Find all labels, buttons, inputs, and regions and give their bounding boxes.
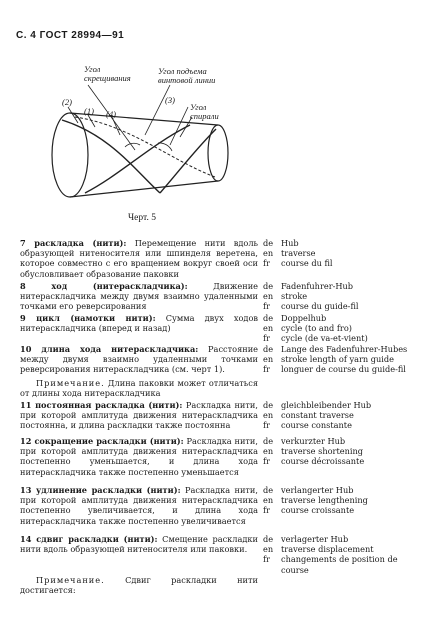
translation-line bbox=[263, 301, 413, 311]
translations-7 bbox=[263, 238, 413, 269]
term-number: 13 bbox=[20, 485, 36, 495]
label-num-2: (2) bbox=[62, 97, 72, 107]
translations-13 bbox=[263, 485, 413, 516]
language-code: de bbox=[263, 534, 274, 544]
translation-line bbox=[263, 281, 413, 291]
translation-text: stroke bbox=[281, 291, 308, 302]
yarn-path-1 bbox=[62, 120, 160, 193]
language-code: fr bbox=[263, 364, 270, 375]
translation-line bbox=[263, 505, 413, 515]
term-number: 8 bbox=[20, 281, 52, 291]
language-code: en bbox=[263, 495, 274, 506]
yarn-path-hidden bbox=[75, 117, 215, 177]
page-header: С. 4 ГОСТ 28994—91 bbox=[16, 30, 125, 41]
term-number: 12 bbox=[20, 436, 35, 446]
leader-helix bbox=[145, 85, 170, 135]
term-entry-10 bbox=[20, 344, 258, 375]
term-definition: Перемещение нити вдоль образующей нитеносителя или шпинделя веретена, которое совместно с его вращением вокруг своей оси обусловливает образование паковки bbox=[20, 238, 258, 279]
translation-text: traverse lengthening bbox=[281, 495, 368, 506]
translation-text: gleichbleibender Hub bbox=[281, 400, 372, 410]
language-code: en bbox=[263, 544, 274, 555]
term-number: 10 bbox=[20, 344, 42, 354]
translations-14 bbox=[263, 534, 413, 575]
term-entry-12 bbox=[20, 436, 258, 477]
translation-line bbox=[263, 436, 413, 446]
language-code: de bbox=[263, 281, 274, 291]
translation-text: changements de position de course bbox=[281, 554, 398, 575]
translation-text: constant traverse bbox=[281, 410, 354, 421]
leader-4 bbox=[112, 117, 120, 135]
yarn-path-3 bbox=[160, 129, 216, 193]
translation-line bbox=[263, 446, 413, 456]
term-name: удлинение раскладки (нити): bbox=[35, 485, 181, 495]
term-name: сдвиг раскладки (нити): bbox=[36, 534, 158, 544]
translation-text: verlangerter Hub bbox=[281, 485, 354, 495]
label-spiral-line1: Угол bbox=[190, 102, 207, 112]
label-num-3: (3) bbox=[165, 95, 175, 105]
term-definition: Движение нитераскладчика между двумя взаимно удаленными точками его реверсирования bbox=[20, 281, 258, 312]
translation-line bbox=[263, 354, 413, 364]
translation-line bbox=[263, 534, 413, 544]
translation-text: stroke length of yarn guide bbox=[281, 354, 394, 365]
term-number: 14 bbox=[20, 534, 37, 544]
term-entry-14 bbox=[20, 534, 258, 554]
language-code: fr bbox=[263, 505, 270, 516]
figure-caption: Черт. 5 bbox=[128, 213, 156, 223]
language-code: fr bbox=[263, 456, 270, 467]
language-code: en bbox=[263, 248, 274, 259]
label-crossing-angle-line2: скрещивания bbox=[84, 73, 131, 83]
translation-line bbox=[263, 495, 413, 505]
translation-text: Fadenfuhrer-Hub bbox=[281, 281, 354, 291]
language-code: de bbox=[263, 344, 274, 354]
translation-text: traverse displacement bbox=[281, 544, 374, 555]
language-code: en bbox=[263, 323, 274, 334]
term-entry-8 bbox=[20, 281, 258, 312]
note-text: Сдвиг раскладки нити достигается: bbox=[20, 575, 258, 596]
term-name: цикл (намотки нити): bbox=[36, 313, 156, 323]
translation-text: course du fil bbox=[281, 258, 333, 269]
term-entry-11 bbox=[20, 400, 258, 431]
term-definition: Раскладка нити, при которой амплитуда движения нитераскладчика постоянна, и длина раскладки также постоянна bbox=[20, 400, 258, 431]
term-name: сокращение раскладки (нити): bbox=[34, 436, 184, 446]
language-code: de bbox=[263, 238, 274, 248]
translation-text: Hub bbox=[281, 238, 299, 248]
translation-line bbox=[263, 544, 413, 554]
translation-text: cycle (de va-et-vient) bbox=[281, 333, 368, 344]
translation-line bbox=[263, 258, 413, 268]
translations-8 bbox=[263, 281, 413, 312]
term-number: 9 bbox=[20, 313, 37, 323]
translations-12 bbox=[263, 436, 413, 467]
translation-line bbox=[263, 333, 413, 343]
translations-9 bbox=[263, 313, 413, 344]
term-name: постоянная раскладка (нити): bbox=[35, 400, 183, 410]
translation-line bbox=[263, 344, 413, 354]
translation-text: Lange des Fadenfuhrer-Hubes bbox=[281, 344, 408, 354]
language-code: fr bbox=[263, 333, 270, 344]
label-spiral-line2: спирали bbox=[190, 111, 219, 121]
language-code: en bbox=[263, 291, 274, 302]
translation-line bbox=[263, 420, 413, 430]
translation-text: Doppelhub bbox=[281, 313, 327, 323]
note-text: Длина паковки может отличаться от длины хода нитераскладчика bbox=[20, 378, 258, 399]
package-diagram bbox=[40, 65, 280, 225]
label-spiral-angle bbox=[190, 103, 219, 121]
translation-line bbox=[263, 313, 413, 323]
translation-line bbox=[263, 364, 413, 374]
translation-text: traverse shortening bbox=[281, 446, 363, 457]
term-definition: Смещение раскладки нити вдоль образующей нитеносителя или паковки. bbox=[20, 534, 258, 555]
translation-line bbox=[263, 410, 413, 420]
leader-spiral bbox=[170, 107, 188, 145]
term-definition: Расстояние между двумя взаимно удаленными точками реверсирования нитераскладчика (см. черт 1). bbox=[20, 344, 258, 375]
language-code: en bbox=[263, 446, 274, 457]
term-definition: Раскладка нити, при которой амплитуда движения нитераскладчика постепенно увеличивается, и длина хода нитераскладчика также постепенно увеличивается bbox=[20, 485, 258, 526]
term-entry-13 bbox=[20, 485, 258, 526]
translation-line bbox=[263, 248, 413, 258]
label-crossing-angle-line1: Угол bbox=[84, 64, 101, 74]
term-entry-7 bbox=[20, 238, 258, 279]
language-code: fr bbox=[263, 420, 270, 431]
note-label: Примечание. bbox=[36, 378, 105, 388]
term-definition: Раскладка нити, при которой амплитуда движения нитераскладчика постепенно уменьшается, и длина хода нитераскладчика также постепенно уменьшается bbox=[20, 436, 258, 477]
language-code: fr bbox=[263, 258, 270, 269]
translation-line bbox=[263, 238, 413, 248]
label-helix-line1: Угол подъема bbox=[158, 66, 207, 76]
translations-10 bbox=[263, 344, 413, 375]
translation-text: longuer de course du guide-fil bbox=[281, 364, 406, 375]
term-entry-9 bbox=[20, 313, 258, 333]
translation-line bbox=[263, 485, 413, 495]
translation-text: course du guide-fil bbox=[281, 301, 359, 312]
label-helix-rise-angle bbox=[158, 67, 215, 85]
translation-line bbox=[263, 554, 413, 574]
translation-line bbox=[263, 323, 413, 333]
translation-line bbox=[263, 456, 413, 466]
label-helix-line2: винтовой линии bbox=[158, 75, 216, 85]
language-code: fr bbox=[263, 554, 270, 565]
translations-11 bbox=[263, 400, 413, 431]
label-num-4: (4) bbox=[106, 109, 116, 119]
translation-text: course croissante bbox=[281, 505, 355, 516]
term-definition: Сумма двух ходов нитераскладчика (вперед и назад) bbox=[20, 313, 258, 334]
translation-text: course décroissante bbox=[281, 456, 365, 467]
language-code: de bbox=[263, 436, 274, 446]
leader-1 bbox=[88, 115, 95, 127]
note bbox=[20, 575, 258, 595]
package-large-end bbox=[52, 113, 88, 197]
language-code: de bbox=[263, 313, 274, 323]
figure-5 bbox=[40, 65, 280, 225]
term-name: длина хода нитераскладчика: bbox=[41, 344, 199, 354]
term-number: 7 bbox=[20, 238, 35, 248]
note bbox=[20, 378, 258, 398]
note-label: Примечание. bbox=[36, 575, 105, 585]
language-code: en bbox=[263, 410, 274, 421]
term-name: ход (нитераскладчика): bbox=[51, 281, 188, 291]
language-code: de bbox=[263, 485, 274, 495]
translation-text: course constante bbox=[281, 420, 352, 431]
label-crossing-angle bbox=[84, 65, 131, 83]
translation-text: verkurzter Hub bbox=[281, 436, 346, 446]
translation-text: traverse bbox=[281, 248, 316, 259]
label-num-1: (1) bbox=[84, 106, 94, 116]
term-name: раскладка (нити): bbox=[34, 238, 127, 248]
term-number: 11 bbox=[20, 400, 36, 410]
language-code: en bbox=[263, 354, 274, 365]
translation-line bbox=[263, 291, 413, 301]
translation-text: cycle (to and fro) bbox=[281, 323, 352, 334]
language-code: fr bbox=[263, 301, 270, 312]
translation-text: verlagerter Hub bbox=[281, 534, 349, 544]
language-code: de bbox=[263, 400, 274, 410]
translation-line bbox=[263, 400, 413, 410]
